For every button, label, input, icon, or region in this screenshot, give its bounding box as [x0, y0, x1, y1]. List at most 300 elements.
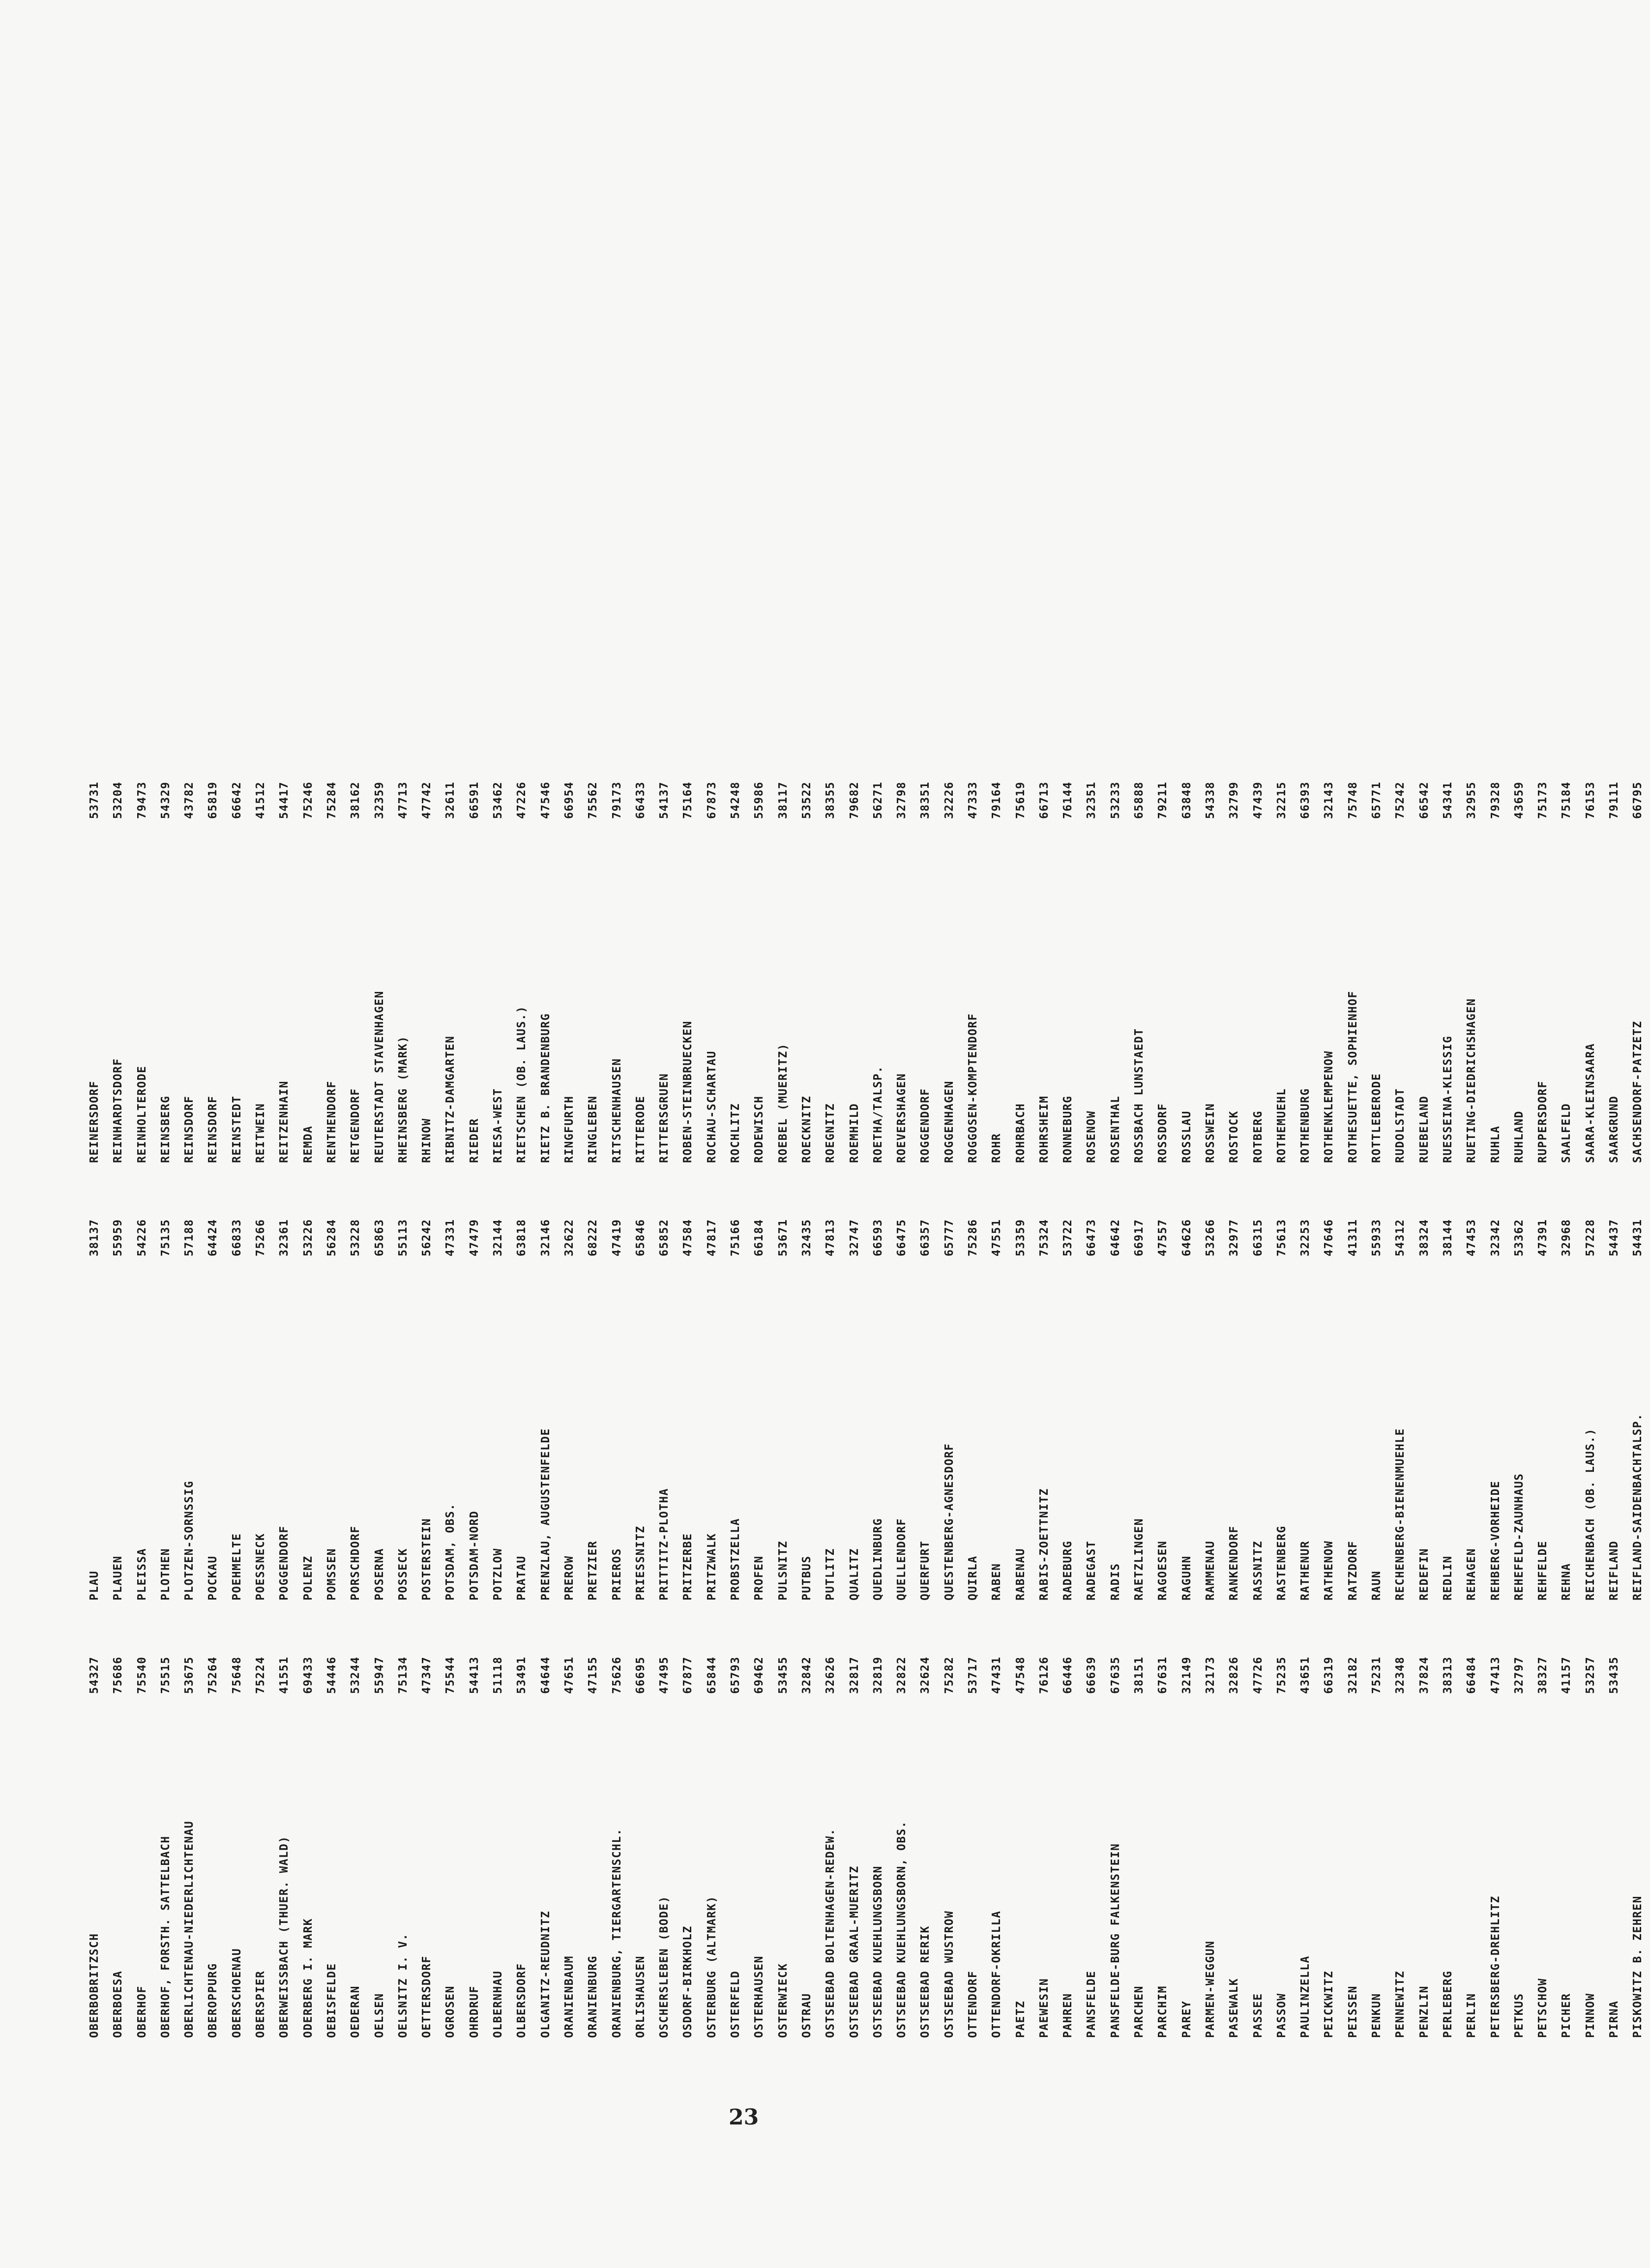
station-code: 32799: [1228, 781, 1241, 819]
list-item: [1294, 730, 1317, 1163]
station-name: ROTHENKLEMPENOW: [1323, 1050, 1336, 1163]
list-item: [225, 730, 249, 1163]
station-name: SACHSENDORF-PATZETZ: [1631, 1020, 1645, 1163]
list-item: [795, 1168, 819, 1600]
station-code: 54338: [1204, 781, 1217, 819]
station-name: REHFELDE: [1536, 1541, 1550, 1600]
list-item: [1151, 1605, 1175, 2038]
station-code: 75562: [587, 781, 600, 819]
station-code: 75540: [135, 1656, 148, 1694]
list-item: [676, 1168, 700, 1600]
station-code: 53233: [1109, 781, 1122, 819]
station-code: 66639: [1085, 1656, 1098, 1694]
station-code: 66713: [1037, 781, 1051, 819]
list-item: [463, 1605, 486, 2038]
list-item: [344, 1168, 367, 1600]
list-item: [605, 1605, 629, 2038]
station-code: 57188: [183, 1219, 196, 1256]
list-item: [1246, 1168, 1270, 1600]
station-code: 32798: [895, 781, 909, 819]
station-name: OBERBOBRITZSCH: [88, 1933, 101, 2038]
station-name: OLBERSDORF: [515, 1963, 529, 2038]
station-name: QUALITZ: [848, 1548, 861, 1600]
list-item: [700, 1605, 724, 2038]
station-code: 32977: [1228, 1219, 1241, 1256]
list-item: [747, 730, 771, 1163]
list-item: [154, 1168, 177, 1600]
station-code: 53266: [1204, 1219, 1217, 1256]
station-code: 53675: [183, 1656, 196, 1694]
station-name: ODERBERG I. MARK: [301, 1918, 315, 2038]
station-code: 66473: [1085, 1219, 1098, 1256]
station-name: OLGANITZ-REUDNITZ: [539, 1910, 552, 2038]
station-code: 32435: [800, 1219, 813, 1256]
list-item: [1246, 1605, 1270, 2038]
station-code: 75166: [729, 1219, 742, 1256]
station-code: 75164: [681, 781, 695, 819]
list-item: [581, 1605, 605, 2038]
station-name: PRENZLAU, AUGUSTENFELDE: [539, 1428, 552, 1600]
station-code: 66475: [895, 1219, 909, 1256]
station-code: 32215: [1275, 781, 1288, 819]
station-name: REIFLAND-SAIDENBACHTALSP.: [1631, 1413, 1645, 1600]
station-code: 38351: [919, 781, 932, 819]
station-name: PRITZWALK: [705, 1533, 718, 1600]
list-item: [1317, 1605, 1341, 2038]
station-code: 65888: [1133, 781, 1146, 819]
list-item: [1602, 730, 1626, 1163]
station-name: OLBERNHAU: [492, 1970, 505, 2038]
station-name: REINSDORF: [183, 1095, 196, 1163]
list-item: [1436, 1168, 1460, 1600]
list-item: [1151, 1168, 1175, 1600]
list-item: [368, 1168, 391, 1600]
station-code: 54248: [729, 781, 742, 819]
station-name: PUTBUS: [800, 1555, 813, 1600]
station-code: 65777: [943, 1219, 956, 1256]
list-item: [391, 1168, 415, 1600]
station-name: RAETZLINGEN: [1133, 1518, 1146, 1600]
station-name: RABEN: [990, 1563, 1003, 1600]
station-code: 37824: [1417, 1656, 1431, 1694]
station-code: 32968: [1560, 1219, 1573, 1256]
station-name: RITTERSGRUEN: [658, 1073, 671, 1163]
station-name: PISKOWITZ B. ZEHREN: [1631, 1895, 1645, 2038]
station-code: 75515: [159, 1656, 172, 1694]
station-name: RINGFURTH: [562, 1095, 576, 1163]
station-name: RIBNITZ-DAMGARTEN: [444, 1035, 457, 1163]
list-item: [1222, 730, 1246, 1163]
list-item: [368, 730, 391, 1163]
list-item: [439, 1605, 462, 2038]
station-name: POCKAU: [206, 1555, 220, 1600]
station-code: 38324: [1417, 1219, 1431, 1256]
station-code: 75173: [1536, 781, 1550, 819]
station-name: RHINOW: [420, 1118, 434, 1163]
list-item: [961, 1168, 985, 1600]
station-name: PETKUS: [1512, 1993, 1526, 2038]
station-name: POEHMELTE: [230, 1533, 243, 1600]
list-item: [913, 730, 937, 1163]
list-item: [1175, 1168, 1199, 1600]
list-item: [1484, 730, 1507, 1163]
station-code: 32842: [800, 1656, 813, 1694]
station-code: 54431: [1631, 1219, 1645, 1256]
station-name: ROECKNITZ: [800, 1095, 813, 1163]
station-code: 68222: [587, 1219, 600, 1256]
station-code: 47813: [824, 1219, 837, 1256]
station-name: REDLIN: [1441, 1555, 1454, 1600]
list-item: [1127, 1605, 1151, 2038]
station-name: ROSSBACH LUNSTAEDT: [1133, 1028, 1146, 1163]
list-item: [1294, 1168, 1317, 1600]
station-name: RHEINSBERG (MARK): [396, 1035, 410, 1163]
station-code: 32622: [562, 1219, 576, 1256]
station-name: PRATAU: [515, 1555, 529, 1600]
station-code: 75748: [1346, 781, 1359, 819]
station-code: 66795: [1631, 781, 1645, 819]
station-name: ROSSWEIN: [1204, 1103, 1217, 1163]
list-item: [629, 1168, 652, 1600]
station-code: 47742: [420, 781, 434, 819]
station-code: 53204: [112, 781, 125, 819]
station-code: 47817: [705, 1219, 718, 1256]
station-code: 47651: [562, 1656, 576, 1694]
list-item: [1579, 730, 1602, 1163]
station-name: QUIRLA: [966, 1555, 979, 1600]
list-item: [1365, 1168, 1388, 1600]
station-name: OBERSCHOENAU: [230, 1948, 243, 2038]
station-code: 66184: [753, 1219, 766, 1256]
list-item: [486, 1605, 510, 2038]
list-item: [1009, 1605, 1032, 2038]
station-listing: [83, 760, 1645, 2038]
station-code: 65819: [206, 781, 220, 819]
station-name: ROSTOCK: [1228, 1110, 1241, 1163]
station-name: PRETZIER: [587, 1541, 600, 1600]
station-code: 32797: [1512, 1656, 1526, 1694]
station-name: PRITZERBE: [681, 1533, 695, 1600]
list-item: [201, 730, 225, 1163]
station-name: PEICKWITZ: [1323, 1970, 1336, 2038]
station-name: OBERBOESA: [112, 1970, 125, 2038]
station-name: ROHRBACH: [1014, 1103, 1027, 1163]
list-item: [1436, 730, 1460, 1163]
list-item: [961, 1605, 985, 2038]
station-name: REINERSDORF: [88, 1080, 101, 1163]
station-name: PARMEN-WEGGUN: [1204, 1940, 1217, 2038]
station-code: 32143: [1323, 781, 1336, 819]
list-item: [177, 1168, 201, 1600]
list-item: [913, 1168, 937, 1600]
station-code: 54446: [325, 1656, 338, 1694]
station-code: 47548: [1014, 1656, 1027, 1694]
list-item: [296, 1168, 320, 1600]
station-name: ROHRSHEIM: [1037, 1095, 1051, 1163]
station-name: PLOTHEN: [159, 1548, 172, 1600]
list-item: [700, 730, 724, 1163]
list-item: [795, 730, 819, 1163]
station-name: OEBISFELDE: [325, 1963, 338, 2038]
list-item: [272, 1605, 296, 2038]
station-name: QUELLENDORF: [895, 1518, 909, 1600]
station-code: 66542: [1417, 781, 1431, 819]
station-code: 53359: [1014, 1219, 1027, 1256]
station-code: 54413: [468, 1656, 481, 1694]
page-number: 23: [729, 2105, 759, 2130]
station-code: 54226: [135, 1219, 148, 1256]
list-item: [747, 1605, 771, 2038]
list-item: [344, 730, 367, 1163]
list-item: [1056, 1168, 1080, 1600]
station-code: 66954: [562, 781, 576, 819]
station-name: RANKENDORF: [1228, 1525, 1241, 1600]
station-code: 69462: [753, 1656, 766, 1694]
station-code: 66833: [230, 1219, 243, 1256]
station-code: 32359: [373, 781, 386, 819]
station-code: 67631: [1156, 1656, 1170, 1694]
list-item: [819, 1168, 842, 1600]
station-code: 47155: [587, 1656, 600, 1694]
list-item: [819, 1605, 842, 2038]
station-name: RENTHENDORF: [325, 1080, 338, 1163]
station-name: REINSTEDT: [230, 1095, 243, 1163]
station-code: 47431: [990, 1656, 1003, 1694]
station-name: PICHER: [1560, 1993, 1573, 2038]
list-item: [296, 730, 320, 1163]
station-code: 76144: [1061, 781, 1075, 819]
station-code: 54417: [278, 781, 291, 819]
station-name: PRITTITZ-PLOTHA: [658, 1488, 671, 1600]
station-name: RAGOESEN: [1156, 1541, 1170, 1600]
list-item: [320, 1605, 344, 2038]
station-name: OSTSEEBAD GRAAL-MUERITZ: [848, 1865, 861, 2038]
station-name: ORANIENBURG, TIERGARTENSCHL.: [610, 1828, 623, 2038]
station-code: 32348: [1394, 1656, 1407, 1694]
list-item: [1555, 730, 1578, 1163]
station-code: 67873: [705, 781, 718, 819]
list-item: [1056, 1605, 1080, 2038]
station-name: ROTHENBURG: [1299, 1088, 1312, 1163]
station-code: 53228: [349, 1219, 362, 1256]
station-code: 54312: [1394, 1219, 1407, 1256]
list-item: [890, 730, 913, 1163]
station-name: OBERHOF: [135, 1985, 148, 2038]
station-name: ROEMHILD: [848, 1103, 861, 1163]
station-name: ROTBERG: [1251, 1110, 1265, 1163]
station-code: 53522: [800, 781, 813, 819]
station-name: ORANIENBAUM: [562, 1955, 576, 2038]
list-item: [1294, 1605, 1317, 2038]
station-code: 47646: [1323, 1219, 1336, 1256]
station-code: 47551: [990, 1219, 1003, 1256]
station-code: 54327: [88, 1656, 101, 1694]
station-name: RATZDORF: [1346, 1541, 1359, 1600]
station-name: ROEVERSHAGEN: [895, 1073, 909, 1163]
station-name: POTSDAM-NORD: [468, 1511, 481, 1600]
station-name: PAEWESIN: [1037, 1978, 1051, 2038]
station-code: 75619: [1014, 781, 1027, 819]
station-name: OSTSEEBAD WUSTROW: [943, 1910, 956, 2038]
list-item: [1104, 730, 1127, 1163]
list-item: [843, 730, 866, 1163]
station-code: 32144: [492, 1219, 505, 1256]
station-code: 47546: [539, 781, 552, 819]
station-code: 32342: [1489, 1219, 1502, 1256]
station-code: 47713: [396, 781, 410, 819]
station-name: PARCHIM: [1156, 1985, 1170, 2038]
station-name: ROCHAU-SCHARTAU: [705, 1050, 718, 1163]
station-name: RUESSEINA-KLESSIG: [1441, 1035, 1454, 1163]
station-code: 56284: [325, 1219, 338, 1256]
list-item: [652, 1168, 676, 1600]
station-code: 75231: [1370, 1656, 1384, 1694]
list-item: [1413, 730, 1436, 1163]
station-name: OBERSPIER: [254, 1970, 267, 2038]
list-item: [510, 730, 533, 1163]
list-item: [1009, 730, 1032, 1163]
list-item: [843, 1168, 866, 1600]
station-name: RADIS: [1109, 1563, 1122, 1600]
list-item: [1080, 1168, 1103, 1600]
station-code: 75686: [112, 1656, 125, 1694]
station-name: PLOTZEN-SORNSSIG: [183, 1481, 196, 1600]
list-item: [771, 1168, 795, 1600]
station-code: 47347: [420, 1656, 434, 1694]
station-name: RABIS-ZOETTNITZ: [1037, 1488, 1051, 1600]
list-item: [1365, 730, 1388, 1163]
list-item: [724, 1605, 747, 2038]
list-item: [1531, 1168, 1555, 1600]
list-item: [1531, 1605, 1555, 2038]
list-item: [890, 1168, 913, 1600]
station-code: 51118: [492, 1656, 505, 1694]
station-name: ROTHESUETTE, SOPHIENHOF: [1346, 990, 1359, 1163]
station-code: 65771: [1370, 781, 1384, 819]
list-item: [130, 1168, 154, 1600]
station-name: REITZENHAIN: [278, 1080, 291, 1163]
station-code: 53671: [776, 1219, 790, 1256]
list-item: [1317, 1168, 1341, 1600]
station-name: RAUN: [1370, 1570, 1384, 1600]
station-code: 32253: [1299, 1219, 1312, 1256]
station-code: 56242: [420, 1219, 434, 1256]
station-code: 53226: [301, 1219, 315, 1256]
station-name: ROETHA/TALSP.: [871, 1065, 884, 1163]
station-name: RETGENDORF: [349, 1088, 362, 1163]
station-code: 79211: [1156, 781, 1170, 819]
station-name: RUPPERSDORF: [1536, 1080, 1550, 1163]
station-name: RUETING-DIEDRICHSHAGEN: [1465, 998, 1478, 1163]
station-name: PERLIN: [1465, 1993, 1478, 2038]
list-item: [1246, 730, 1270, 1163]
list-item: [225, 1168, 249, 1600]
list-item: [463, 1168, 486, 1600]
station-name: OELSEN: [373, 1993, 386, 2038]
station-name: ROSENOW: [1085, 1110, 1098, 1163]
station-name: OTTENDORF-OKRILLA: [990, 1910, 1003, 2038]
station-name: RABENAU: [1014, 1548, 1027, 1600]
list-item: [1626, 730, 1650, 1163]
list-item: [676, 730, 700, 1163]
station-name: POSERNA: [373, 1548, 386, 1600]
column-3: [83, 730, 1650, 1163]
station-name: RUHLAND: [1512, 1110, 1526, 1163]
list-item: [1341, 730, 1365, 1163]
station-code: 32817: [848, 1656, 861, 1694]
station-code: 66593: [871, 1219, 884, 1256]
station-name: RAMMENAU: [1204, 1541, 1217, 1600]
station-code: 32361: [278, 1219, 291, 1256]
station-code: 75266: [254, 1219, 267, 1256]
list-item: [463, 730, 486, 1163]
station-name: REHEFELD-ZAUNHAUS: [1512, 1473, 1526, 1600]
list-item: [1270, 1605, 1294, 2038]
station-name: POSSECK: [396, 1548, 410, 1600]
station-name: OBERWEISSBACH (THUER. WALD): [278, 1835, 291, 2038]
station-code: 32822: [895, 1656, 909, 1694]
station-code: 55933: [1370, 1219, 1384, 1256]
station-code: 53435: [1608, 1656, 1621, 1694]
station-code: 66695: [634, 1656, 647, 1694]
list-item: [1080, 730, 1103, 1163]
list-item: [629, 730, 652, 1163]
station-code: 47226: [515, 781, 529, 819]
list-item: [605, 730, 629, 1163]
list-item: [272, 730, 296, 1163]
station-name: ROTHEMUEHL: [1275, 1088, 1288, 1163]
list-item: [1602, 1168, 1626, 1600]
station-name: ROGGOSEN-KOMPTENDORF: [966, 1013, 979, 1163]
list-item: [1127, 1168, 1151, 1600]
station-code: 66591: [468, 781, 481, 819]
station-code: 54437: [1608, 1219, 1621, 1256]
list-item: [1032, 730, 1056, 1163]
list-item: [106, 1605, 130, 2038]
station-name: RUEBELAND: [1417, 1095, 1431, 1163]
station-name: PORSCHDORF: [349, 1525, 362, 1600]
station-code: 32149: [1180, 1656, 1193, 1694]
station-code: 47439: [1251, 781, 1265, 819]
list-item: [1579, 1168, 1602, 1600]
station-code: 47419: [610, 1219, 623, 1256]
station-name: OSTSEEBAD BOLTENHAGEN-REDEW.: [824, 1828, 837, 2038]
station-code: 43651: [1299, 1656, 1312, 1694]
station-code: 47479: [468, 1219, 481, 1256]
list-item: [1388, 730, 1412, 1163]
list-item: [1460, 730, 1483, 1163]
list-item: [866, 730, 890, 1163]
list-item: [961, 730, 985, 1163]
station-name: OSTRAU: [800, 1993, 813, 2038]
station-name: POTZLOW: [492, 1548, 505, 1600]
station-name: QUEDLINBURG: [871, 1518, 884, 1600]
station-code: 54341: [1441, 781, 1454, 819]
station-name: OSTERHAUSEN: [753, 1955, 766, 2038]
station-code: 66446: [1061, 1656, 1075, 1694]
station-code: 64644: [539, 1656, 552, 1694]
station-name: POLENZ: [301, 1555, 315, 1600]
list-item: [985, 1605, 1008, 2038]
list-item: [724, 1168, 747, 1600]
station-code: 32173: [1204, 1656, 1217, 1694]
station-name: RIESA-WEST: [492, 1088, 505, 1163]
station-name: REINHARDTSDORF: [112, 1058, 125, 1163]
station-code: 41311: [1346, 1219, 1359, 1256]
list-item: [1104, 1168, 1127, 1600]
station-name: REHBERG-VORHEIDE: [1489, 1481, 1502, 1600]
list-item: [913, 1605, 937, 2038]
